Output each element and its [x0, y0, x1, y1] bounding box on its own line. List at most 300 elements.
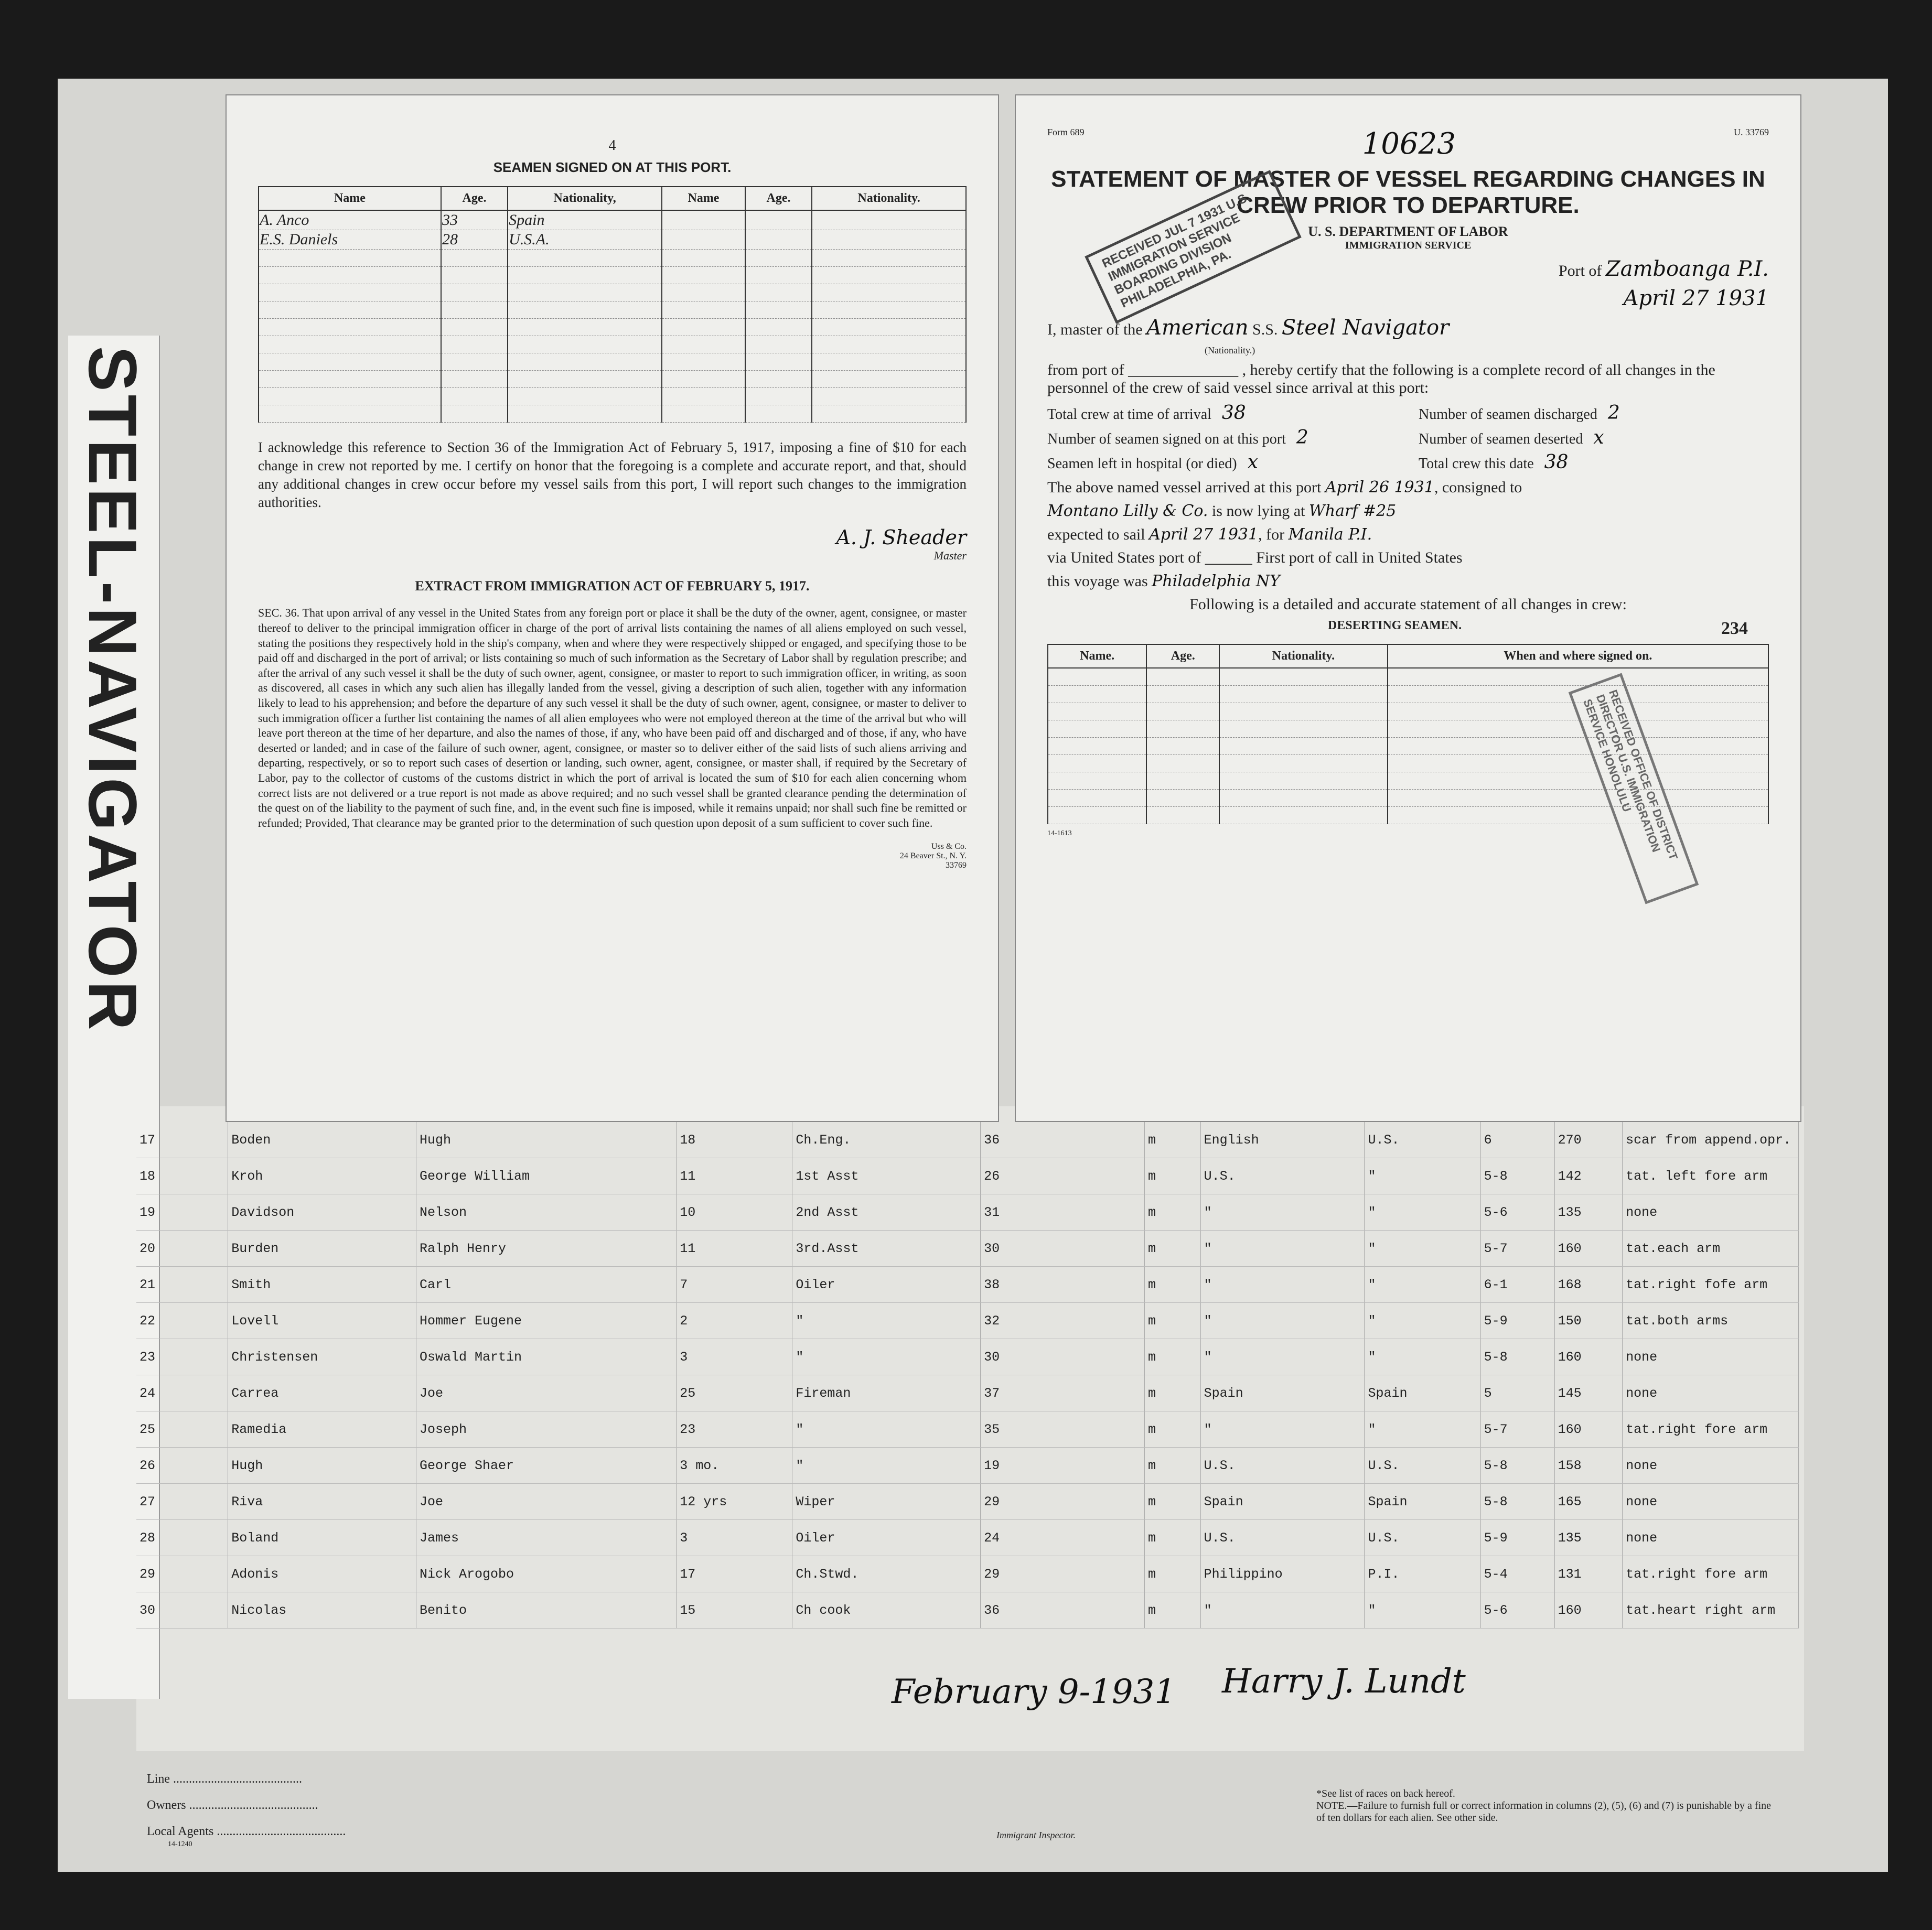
cell-last: Carrea — [228, 1375, 416, 1411]
cell-nat: " — [1365, 1592, 1480, 1629]
footer-form: 14-1240 — [168, 1840, 192, 1848]
cell-empty — [662, 319, 745, 336]
cell-empty — [812, 267, 966, 284]
cell-no: 19 — [136, 1194, 228, 1231]
cell-lang: " — [1200, 1194, 1365, 1231]
cell-empty — [745, 371, 812, 388]
cell-lang: " — [1200, 1592, 1365, 1629]
cell-age — [441, 405, 508, 423]
cell-last: Christensen — [228, 1339, 416, 1375]
cell-age: 30 — [981, 1339, 1145, 1375]
strip-title: STEEL-NAVIGATOR — [74, 346, 151, 1033]
cell-lang: Philippino — [1200, 1556, 1365, 1592]
cell-yrs: 7 — [677, 1267, 792, 1303]
cell-empty — [1048, 790, 1146, 807]
cell-empty — [1146, 807, 1219, 824]
cell-wt: 270 — [1554, 1122, 1623, 1158]
nationality-label: (Nationality.) — [1205, 345, 1255, 355]
col-age: Age. — [441, 187, 508, 210]
cell-name — [259, 301, 441, 319]
table-row — [136, 1194, 1799, 1231]
cell-empty — [1388, 738, 1768, 755]
cell-yrs: 3 — [677, 1520, 792, 1556]
cell-last: Burden — [228, 1231, 416, 1267]
acknowledgement: I acknowledge this reference to Section 36 of the Immigration Act of February 5, 1917, imposing a fine of $10 for each change in crew not reported by me. I certify on honor that the foregoing is a complete and accurate report, and that, should any additional changes in crew occur before my vessel sails from this port, I will report such changes to the immigration authorities. — [258, 439, 967, 511]
cell-last: Kroh — [228, 1158, 416, 1194]
cell-sex: m — [1145, 1411, 1201, 1448]
cell-wt: 158 — [1554, 1448, 1623, 1484]
cell-no: 23 — [136, 1339, 228, 1375]
stat-item — [1419, 402, 1769, 424]
col-nationality: Nationality, — [508, 187, 662, 210]
table-row — [136, 1448, 1799, 1484]
table-row — [259, 388, 966, 405]
cell-ht: 5 — [1480, 1375, 1554, 1411]
cell-age: 33 — [441, 210, 508, 230]
cell-ht: 5-9 — [1480, 1303, 1554, 1339]
footer-inspector: Immigrant Inspector. — [996, 1830, 1076, 1840]
cell-pos: " — [792, 1339, 981, 1375]
cell-lang: U.S. — [1200, 1448, 1365, 1484]
stat-value: 38 — [1544, 451, 1569, 473]
cell-empty — [1048, 703, 1146, 720]
form-code: U. 33769 — [1733, 127, 1769, 137]
stat-item — [1419, 451, 1769, 473]
cell-pos: Oiler — [792, 1520, 981, 1556]
cell-nat — [508, 267, 662, 284]
cell-sex: m — [1145, 1339, 1201, 1375]
date-value: April 27 1931 — [1623, 286, 1769, 310]
cell-ht: 5-8 — [1480, 1339, 1554, 1375]
cell-no: 20 — [136, 1231, 228, 1267]
master-signature: A. J. Sheader — [836, 526, 967, 549]
cell-marks: none — [1623, 1520, 1799, 1556]
cell-nat: Spain — [1365, 1375, 1480, 1411]
master-statement-page: Form 689 10623 U. 33769 STATEMENT OF MASTER OF VESSEL REGARDING CHANGES IN CREW PRIOR TO DEPARTURE. U. S. DEPARTMENT OF LABOR IMMIGRATION SERVICE Port of Zamboanga P.I. April 27 1931 I, master of the American S.S. Steel Navigator (Nationality.) from port of ______________ , hereby certify that the following is a complete record of all changes in the personnel of the crew of said vessel since arrival at this port: Total crew at time of arrival 38 Number of seamen discharged 2 Number of seamen signed on at this port 2 Number of seamen deserted x Seamen left in hospital (or died) x Total crew this date 38 The above named vessel arrived at this port April 26 1931, consigned to Montano Lilly & Co. is now lying at Wharf #25 expected to sail April 27 1931, for Manila P.I. via United States port of ______ First port of call in United States this voyage was Philadelphia NY Following is a detailed and accurate statement of all changes in crew: DESERTING SEAMEN. 234 Name. Age. Nationality. When and where signed on. 14-1613 — [1015, 94, 1801, 1122]
cell-empty — [1146, 720, 1219, 738]
cell-first: Nick Arogobo — [416, 1556, 676, 1592]
cell-empty — [1219, 703, 1388, 720]
department: U. S. DEPARTMENT OF LABOR — [1308, 224, 1508, 239]
cell-pos: Ch.Stwd. — [792, 1556, 981, 1592]
cell-age — [441, 284, 508, 301]
cell-empty — [1146, 703, 1219, 720]
voyage-label: this voyage was — [1047, 573, 1148, 590]
table-row — [1048, 755, 1768, 772]
footer-note2: NOTE.—Failure to furnish full or correct information in columns (2), (5), (6) and (7) is punishable by a fine of ten dollars for each alien. See other side. — [1316, 1800, 1772, 1824]
cell-empty — [812, 353, 966, 371]
cell-sex: m — [1145, 1303, 1201, 1339]
cell-pos: " — [792, 1411, 981, 1448]
table-row — [136, 1303, 1799, 1339]
cell-nat: U.S. — [1365, 1448, 1480, 1484]
cell-last: Hugh — [228, 1448, 416, 1484]
cell-age — [441, 336, 508, 353]
cell-pos: 1st Asst — [792, 1158, 981, 1194]
cell-wt: 142 — [1554, 1158, 1623, 1194]
cell-name — [259, 319, 441, 336]
cell-marks: tat. left fore arm — [1623, 1158, 1799, 1194]
crew-stats — [1047, 402, 1769, 473]
nationality-value: American — [1146, 316, 1249, 340]
table-row — [259, 284, 966, 301]
certify-text: , hereby certify that the following is a complete record of all changes in the personnel of the crew of said vessel since arrival at this port: — [1047, 361, 1715, 396]
footer-owners: Owners — [147, 1798, 186, 1812]
stat-label: Number of seamen discharged — [1419, 406, 1597, 423]
cell-age: 31 — [981, 1194, 1145, 1231]
cell-ht: 5-7 — [1480, 1231, 1554, 1267]
table-row — [136, 1411, 1799, 1448]
col-desert-signed: When and where signed on. — [1388, 644, 1768, 668]
voyage-value: Philadelphia NY — [1152, 572, 1280, 590]
cell-empty — [1219, 738, 1388, 755]
cell-no: 26 — [136, 1448, 228, 1484]
cell-empty — [1146, 668, 1219, 686]
cell-age — [441, 250, 508, 267]
table-row — [259, 405, 966, 423]
handwritten-number: 10623 — [1362, 127, 1456, 161]
cell-empty — [662, 405, 745, 423]
cell-first: Joseph — [416, 1411, 676, 1448]
cell-lang: " — [1200, 1339, 1365, 1375]
cell-empty — [662, 371, 745, 388]
cell-age: 28 — [441, 230, 508, 250]
cell-wt: 165 — [1554, 1484, 1623, 1520]
cell-empty — [1388, 807, 1768, 824]
cell-first: George William — [416, 1158, 676, 1194]
form-number: Form 689 — [1047, 127, 1085, 137]
cell-wt: 135 — [1554, 1194, 1623, 1231]
cell-marks: tat.right fofe arm — [1623, 1267, 1799, 1303]
cell-empty — [745, 353, 812, 371]
stat-label: Number of seamen signed on at this port — [1047, 431, 1286, 447]
stat-label: Total crew at time of arrival — [1047, 406, 1211, 423]
cell-first: Hommer Eugene — [416, 1303, 676, 1339]
cell-empty — [812, 336, 966, 353]
signed-on-table — [258, 186, 967, 423]
cell-empty — [812, 284, 966, 301]
cell-first: Carl — [416, 1267, 676, 1303]
cell-wt: 131 — [1554, 1556, 1623, 1592]
cell-empty — [1388, 720, 1768, 738]
page-title: SEAMEN SIGNED ON AT THIS PORT. — [493, 159, 732, 175]
cell-pos: 2nd Asst — [792, 1194, 981, 1231]
cell-lang: U.S. — [1200, 1158, 1365, 1194]
cell-marks: none — [1623, 1484, 1799, 1520]
table-row — [259, 210, 966, 230]
cell-nat: " — [1365, 1158, 1480, 1194]
cell-yrs: 10 — [677, 1194, 792, 1231]
cell-ht: 5-9 — [1480, 1520, 1554, 1556]
table-row — [136, 1520, 1799, 1556]
table-row — [136, 1267, 1799, 1303]
cell-pos: Ch cook — [792, 1592, 981, 1629]
cell-sex: m — [1145, 1122, 1201, 1158]
cell-lang: " — [1200, 1231, 1365, 1267]
table-row — [1048, 720, 1768, 738]
cell-lang: Spain — [1200, 1375, 1365, 1411]
cell-name — [259, 284, 441, 301]
cell-first: Joe — [416, 1375, 676, 1411]
cell-empty — [745, 230, 812, 250]
cell-empty — [1146, 790, 1219, 807]
cell-ht: 5-4 — [1480, 1556, 1554, 1592]
stat-label: Total crew this date — [1419, 456, 1534, 472]
table-row — [1048, 668, 1768, 686]
cell-empty — [1048, 668, 1146, 686]
cell-empty — [812, 230, 966, 250]
cell-nat: P.I. — [1365, 1556, 1480, 1592]
cell-wt: 145 — [1554, 1375, 1623, 1411]
cell-empty — [1219, 668, 1388, 686]
ship-name: Steel Navigator — [1281, 316, 1450, 340]
cell-yrs: 11 — [677, 1158, 792, 1194]
cell-age: 32 — [981, 1303, 1145, 1339]
cell-sex: m — [1145, 1592, 1201, 1629]
master-label: Master — [933, 549, 967, 563]
cell-ht: 5-8 — [1480, 1448, 1554, 1484]
for-value: Manila P.I. — [1288, 525, 1372, 544]
cell-lang: Spain — [1200, 1484, 1365, 1520]
cell-yrs: 3 mo. — [677, 1448, 792, 1484]
cell-age — [441, 301, 508, 319]
cell-marks: none — [1623, 1375, 1799, 1411]
cell-last: Lovell — [228, 1303, 416, 1339]
cell-first: Ralph Henry — [416, 1231, 676, 1267]
cell-nat: U.S. — [1365, 1122, 1480, 1158]
cell-nat: Spain — [1365, 1484, 1480, 1520]
cell-marks: scar from append.opr. — [1623, 1122, 1799, 1158]
cell-empty — [662, 267, 745, 284]
cell-sex: m — [1145, 1267, 1201, 1303]
cell-ht: 5-8 — [1480, 1484, 1554, 1520]
cell-age — [441, 353, 508, 371]
cell-age: 29 — [981, 1556, 1145, 1592]
honolulu-stamp: RECEIVED OFFICE OF DISTRICT DIRECTOR U.S. IMMIGRATION SERVICE HONOLULU — [1569, 673, 1699, 904]
stat-item — [1047, 402, 1398, 424]
cell-ht: 5-6 — [1480, 1194, 1554, 1231]
table-row — [136, 1231, 1799, 1267]
cell-first: George Shaer — [416, 1448, 676, 1484]
cell-no: 17 — [136, 1122, 228, 1158]
cell-empty — [812, 319, 966, 336]
cell-last: Smith — [228, 1267, 416, 1303]
cell-age: 30 — [981, 1231, 1145, 1267]
cell-ht: 6 — [1480, 1122, 1554, 1158]
following-text: Following is a detailed and accurate statement of all changes in crew: — [1189, 596, 1627, 613]
cell-age: 35 — [981, 1411, 1145, 1448]
cell-last: Adonis — [228, 1556, 416, 1592]
cell-name — [259, 336, 441, 353]
cell-empty — [662, 336, 745, 353]
cell-empty — [745, 301, 812, 319]
cell-nat — [508, 336, 662, 353]
cell-last: Nicolas — [228, 1592, 416, 1629]
cell-ht: 6-1 — [1480, 1267, 1554, 1303]
cell-empty — [812, 250, 966, 267]
cell-sex: m — [1145, 1231, 1201, 1267]
cell-last: Boland — [228, 1520, 416, 1556]
table-row — [259, 267, 966, 284]
ss-label: S.S. — [1252, 321, 1278, 338]
cell-empty — [1219, 755, 1388, 772]
cell-marks: none — [1623, 1194, 1799, 1231]
cell-empty — [1048, 686, 1146, 703]
cell-age: 37 — [981, 1375, 1145, 1411]
cell-marks: none — [1623, 1448, 1799, 1484]
cell-no: 22 — [136, 1303, 228, 1339]
sail-value: April 27 1931 — [1149, 525, 1259, 544]
cell-name: E.S. Daniels — [259, 230, 441, 250]
cell-age — [441, 319, 508, 336]
cell-yrs: 11 — [677, 1231, 792, 1267]
cell-empty — [662, 210, 745, 230]
cell-age: 38 — [981, 1267, 1145, 1303]
cell-nat: " — [1365, 1267, 1480, 1303]
stat-value: 38 — [1221, 402, 1246, 424]
col-desert-name: Name. — [1048, 644, 1146, 668]
signature-name: Harry J. Lundt — [1222, 1662, 1466, 1701]
cell-name — [259, 267, 441, 284]
cell-name — [259, 353, 441, 371]
cell-sex: m — [1145, 1158, 1201, 1194]
cell-empty — [745, 267, 812, 284]
cell-sex: m — [1145, 1194, 1201, 1231]
cell-nat — [508, 353, 662, 371]
cell-empty — [1388, 668, 1768, 686]
cell-empty — [812, 301, 966, 319]
table-row — [259, 250, 966, 267]
from-port-label: from port of — [1047, 361, 1124, 379]
cell-wt: 135 — [1554, 1520, 1623, 1556]
stat-value: x — [1593, 427, 1604, 448]
cell-empty — [1048, 807, 1146, 824]
cell-empty — [1219, 807, 1388, 824]
cell-age: 29 — [981, 1484, 1145, 1520]
cell-first: Oswald Martin — [416, 1339, 676, 1375]
cell-first: Hugh — [416, 1122, 676, 1158]
cell-pos: Ch.Eng. — [792, 1122, 981, 1158]
cell-age: 26 — [981, 1158, 1145, 1194]
col-nationality-2: Nationality. — [812, 187, 966, 210]
col-age-2: Age. — [745, 187, 812, 210]
cell-lang: U.S. — [1200, 1520, 1365, 1556]
cell-ht: 5-6 — [1480, 1592, 1554, 1629]
table-row — [259, 230, 966, 250]
cell-empty — [1219, 686, 1388, 703]
cell-empty — [1146, 738, 1219, 755]
cell-last: Riva — [228, 1484, 416, 1520]
table-row — [259, 353, 966, 371]
cell-empty — [1048, 755, 1146, 772]
cell-empty — [1048, 738, 1146, 755]
cell-marks: tat.heart right arm — [1623, 1592, 1799, 1629]
cell-nat: " — [1365, 1411, 1480, 1448]
cell-empty — [1219, 772, 1388, 790]
stat-value: 2 — [1296, 427, 1308, 448]
col-name-2: Name — [662, 187, 745, 210]
cell-nat — [508, 250, 662, 267]
for-label: for — [1266, 526, 1285, 543]
cell-last: Davidson — [228, 1194, 416, 1231]
cell-sex: m — [1145, 1375, 1201, 1411]
cell-sex: m — [1145, 1520, 1201, 1556]
cell-wt: 160 — [1554, 1339, 1623, 1375]
cell-age: 19 — [981, 1448, 1145, 1484]
cell-empty — [812, 210, 966, 230]
cell-last: Boden — [228, 1122, 416, 1158]
cell-no: 21 — [136, 1267, 228, 1303]
cell-no: 25 — [136, 1411, 228, 1448]
printer-mark: Uss & Co. 24 Beaver St., N. Y. 33769 — [899, 842, 967, 870]
cell-age: 36 — [981, 1122, 1145, 1158]
statement-title: STATEMENT OF MASTER OF VESSEL REGARDING CHANGES IN CREW PRIOR TO DEPARTURE. — [1051, 166, 1765, 218]
cell-empty — [1219, 720, 1388, 738]
lying-label: is now lying at — [1211, 502, 1305, 520]
arrived-label: The above named vessel arrived at this port — [1047, 479, 1322, 496]
signature-date: February 9-1931 — [892, 1673, 1176, 1711]
cell-first: Joe — [416, 1484, 676, 1520]
cell-yrs: 12 yrs — [677, 1484, 792, 1520]
cell-wt: 160 — [1554, 1592, 1623, 1629]
cell-empty — [1146, 686, 1219, 703]
cell-marks: tat.each arm — [1623, 1231, 1799, 1267]
cell-nat: " — [1365, 1231, 1480, 1267]
cell-age: 24 — [981, 1520, 1145, 1556]
cell-yrs: 2 — [677, 1303, 792, 1339]
cell-lang: " — [1200, 1303, 1365, 1339]
cell-no: 27 — [136, 1484, 228, 1520]
page-number: 4 — [608, 137, 616, 154]
deserting-title: DESERTING SEAMEN. — [1327, 619, 1462, 632]
cell-empty — [662, 301, 745, 319]
cell-nat — [508, 371, 662, 388]
stat-label: Seamen left in hospital (or died) — [1047, 456, 1237, 472]
cell-pos: 3rd.Asst — [792, 1231, 981, 1267]
table-row — [136, 1592, 1799, 1629]
table-row — [136, 1375, 1799, 1411]
cell-last: Ramedia — [228, 1411, 416, 1448]
cell-wt: 168 — [1554, 1267, 1623, 1303]
cell-empty — [1388, 755, 1768, 772]
footer-note1: *See list of races on back hereof. — [1316, 1788, 1455, 1799]
table-row — [136, 1556, 1799, 1592]
cell-empty — [1388, 790, 1768, 807]
cell-empty — [662, 284, 745, 301]
cell-nat — [508, 405, 662, 423]
cell-empty — [1146, 772, 1219, 790]
cell-age — [441, 388, 508, 405]
cell-marks: tat.right fore arm — [1623, 1556, 1799, 1592]
cell-yrs: 15 — [677, 1592, 792, 1629]
cell-ht: 5-8 — [1480, 1158, 1554, 1194]
cell-yrs: 18 — [677, 1122, 792, 1158]
cell-sex: m — [1145, 1484, 1201, 1520]
cell-lang: " — [1200, 1267, 1365, 1303]
cell-empty — [662, 353, 745, 371]
form-code-bottom: 14-1613 — [1047, 829, 1072, 837]
cell-age — [441, 267, 508, 284]
cell-empty — [1219, 790, 1388, 807]
cell-empty — [812, 405, 966, 423]
port-value: Zamboanga P.I. — [1605, 257, 1769, 281]
cell-empty — [1048, 772, 1146, 790]
cell-nat: " — [1365, 1339, 1480, 1375]
port-label: Port of — [1558, 262, 1602, 279]
cell-empty — [1048, 720, 1146, 738]
cell-name — [259, 250, 441, 267]
cell-nat — [508, 284, 662, 301]
